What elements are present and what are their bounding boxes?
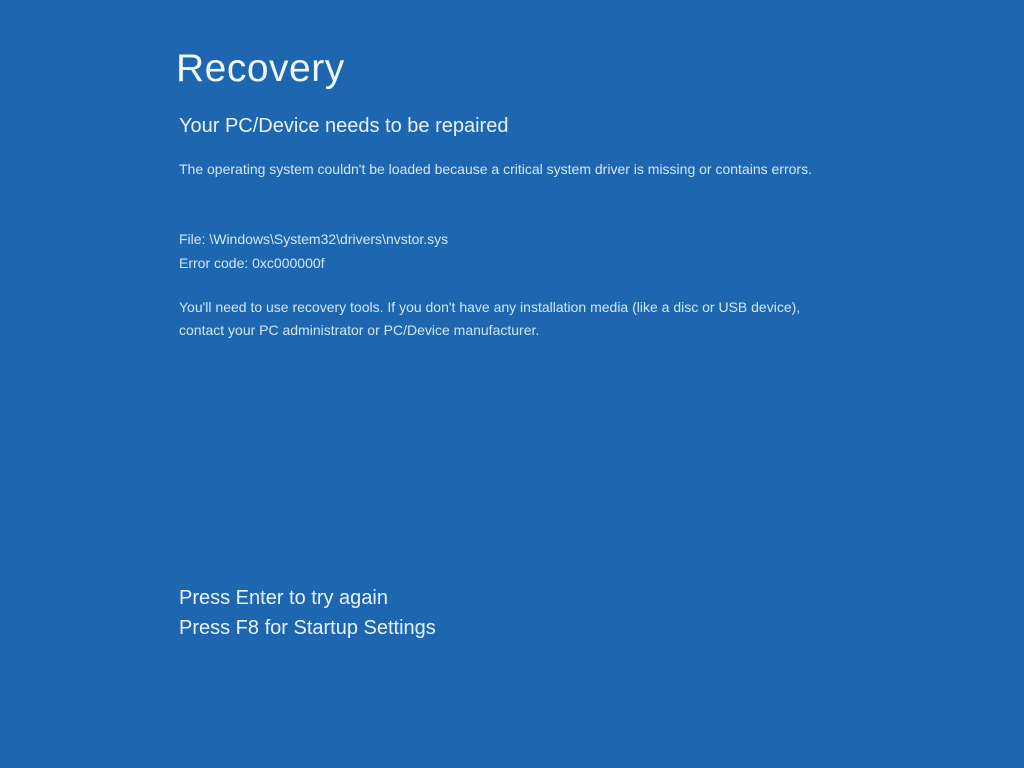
error-code: Error code: 0xc000000f <box>179 255 325 271</box>
press-enter-instruction: Press Enter to try again <box>179 587 388 609</box>
error-description: The operating system couldn't be loaded because a critical system driver is missing or contains errors. <box>179 161 812 177</box>
key-actions <box>179 583 436 643</box>
press-f8-instruction: Press F8 for Startup Settings <box>179 617 436 639</box>
repair-subtitle: Your PC/Device needs to be repaired <box>179 115 509 137</box>
file-path: File: \Windows\System32\drivers\nvstor.sys <box>179 231 449 247</box>
recovery-instructions: You'll need to use recovery tools. If you don't have any installation media (like a disc or USB device), contact your PC administrator or PC/Device manufacturer. <box>179 299 801 338</box>
page-title: Recovery <box>176 47 345 90</box>
error-details <box>179 227 448 275</box>
